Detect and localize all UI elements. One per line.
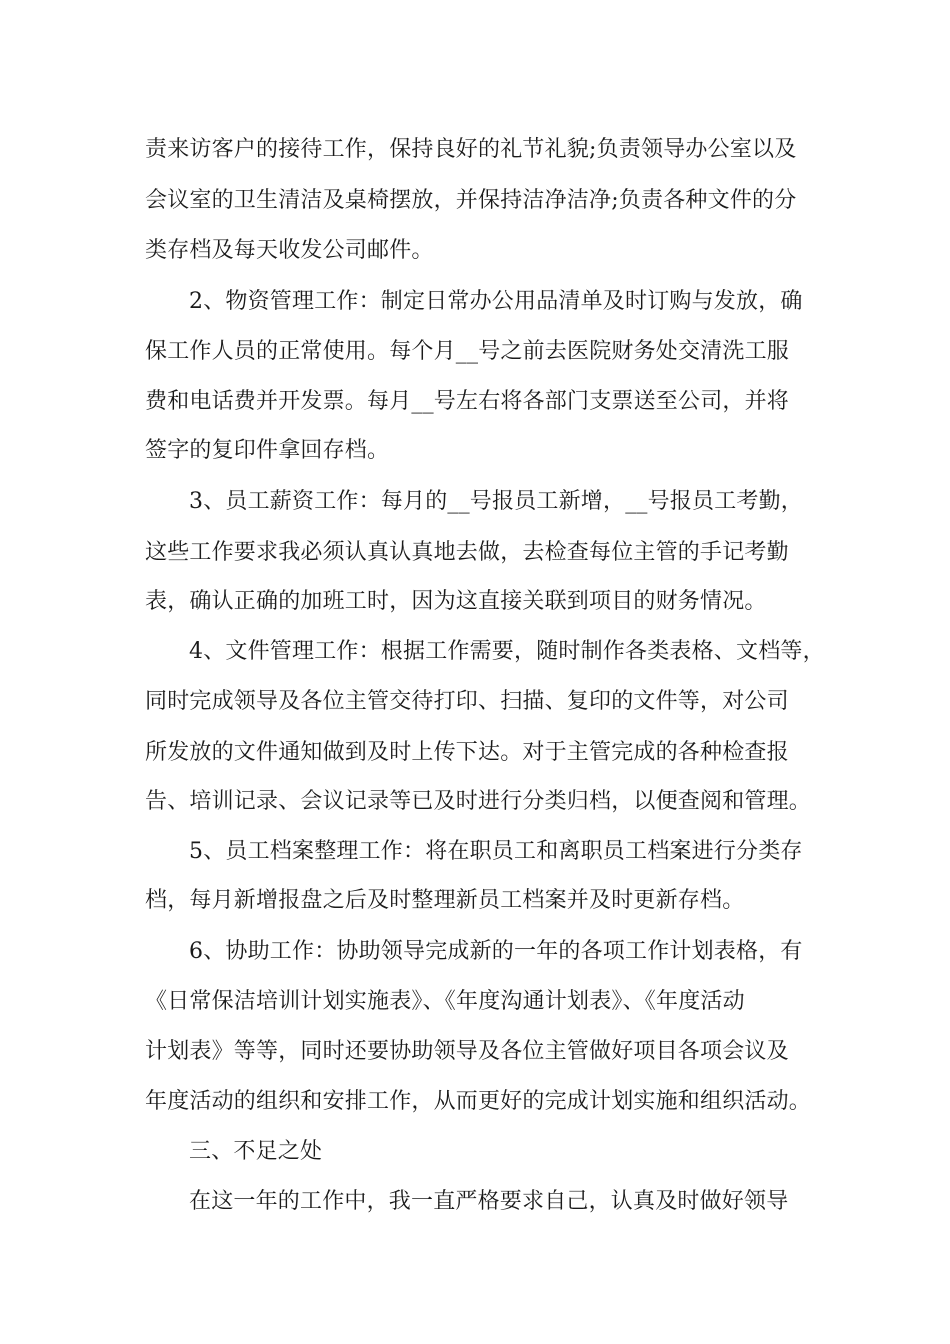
paragraph-4-heading-line: 4、文件管理工作：根据工作需要，随时制作各类表格、文档等， (189, 639, 825, 664)
text-line: 档，每月新增报盘之后及时整理新员工档案并及时更新存档。 (145, 888, 745, 913)
text-line: 表，确认正确的加班工时，因为这直接关联到项目的财务情况。 (145, 589, 767, 614)
text-line: 年度活动的组织和安排工作，从而更好的完成计划实施和组织活动。 (145, 1089, 812, 1114)
text-line: 签字的复印件拿回存档。 (145, 438, 390, 463)
text-line: 会议室的卫生清洁及桌椅摆放，并保持洁净洁净;负责各种文件的分 (145, 188, 797, 213)
paragraph-6-heading-line: 6、协助工作：协助领导完成新的一年的各项工作计划表格，有 (189, 939, 803, 964)
paragraph-3-heading-line: 3、员工薪资工作：每月的__号报员工新增，__号报员工考勤， (189, 489, 803, 514)
text-line: 在这一年的工作中，我一直严格要求自己，认真及时做好领导 (189, 1189, 789, 1214)
text-line: 同时完成领导及各位主管交待打印、扫描、复印的文件等，对公司 (145, 689, 789, 714)
text-line: 《日常保洁培训计划实施表》、《年度沟通计划表》、《年度活动 (145, 989, 745, 1014)
text-line: 费和电话费并开发票。每月__号左右将各部门支票送至公司，并将 (145, 389, 790, 414)
text-line: 保工作人员的正常使用。每个月__号之前去医院财务处交清洗工服 (145, 339, 790, 364)
section-heading: 三、不足之处 (189, 1139, 323, 1164)
text-line: 所发放的文件通知做到及时上传下达。对于主管完成的各种检查报 (145, 740, 789, 765)
text-line: 责来访客户的接待工作，保持良好的礼节礼貌;负责领导办公室以及 (145, 137, 797, 162)
paragraph-2-heading-line: 2、物资管理工作：制定日常办公用品清单及时订购与发放，确 (189, 289, 803, 314)
text-line: 计划表》等等，同时还要协助领导及各位主管做好项目各项会议及 (145, 1039, 789, 1064)
text-line: 告、培训记录、会议记录等已及时进行分类归档，以便查阅和管理。 (145, 789, 812, 814)
text-line: 类存档及每天收发公司邮件。 (145, 238, 434, 263)
text-line: 这些工作要求我必须认真认真地去做，去检查每位主管的手记考勤 (145, 540, 789, 565)
paragraph-5-heading-line: 5、员工档案整理工作：将在职员工和离职员工档案进行分类存 (189, 839, 803, 864)
